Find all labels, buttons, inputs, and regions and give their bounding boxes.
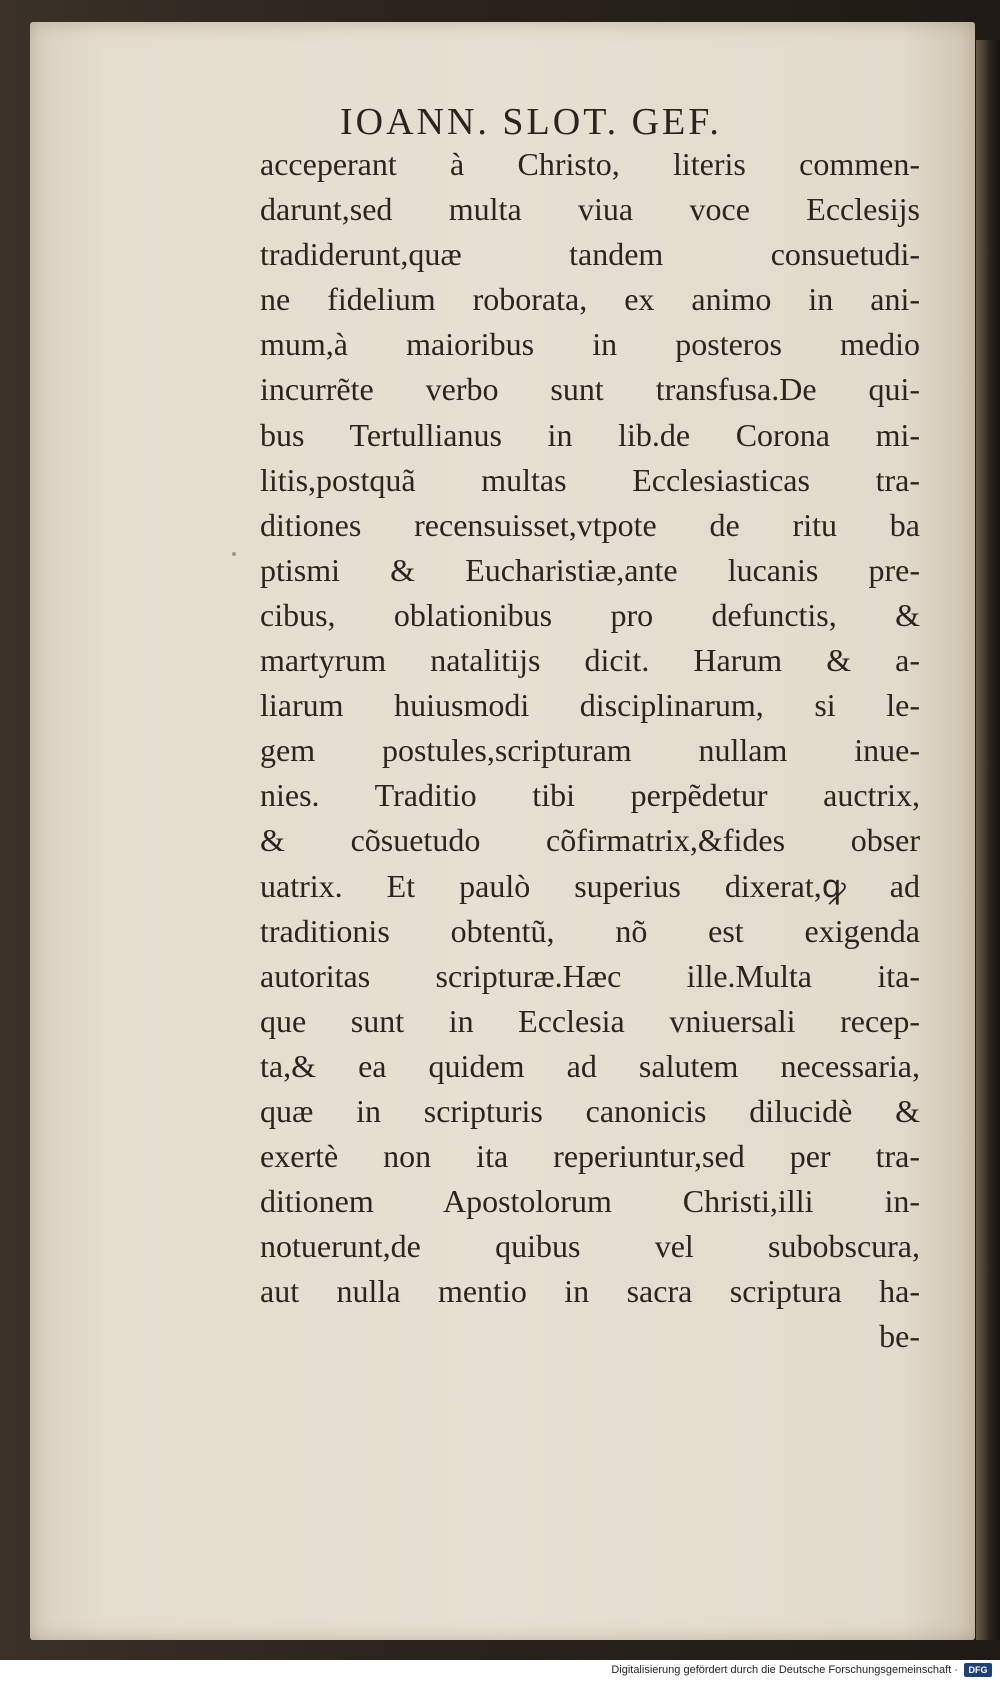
text-line: bus Tertullianus in lib.de Corona mi- (260, 416, 920, 453)
body-text (260, 142, 920, 1360)
text-line: liarum huiusmodi disciplinarum, si le- (260, 687, 920, 724)
text-line: ne fidelium roborata, ex animo in ani- (260, 281, 920, 318)
text-line: ta,& ea quidem ad salutem necessaria, (260, 1047, 920, 1084)
text-line: aut nulla mentio in sacra scriptura ha- (260, 1273, 920, 1310)
text-line: litis,postquã multas Ecclesiasticas tra- (260, 461, 920, 498)
page-speck (232, 552, 236, 556)
text-line: uatrix. Et paulò superius dixerat,ꝙ ad (260, 867, 920, 904)
text-line: ptismi & Eucharistiæ,ante lucanis pre- (260, 551, 920, 588)
running-head: IOANN. SLOT. GEF. (340, 101, 722, 143)
footer-credit: Digitalisierung gefördert durch die Deutsche Forschungsgemeinschaft · (611, 1664, 958, 1676)
text-line: traditionis obtentũ, nõ est exigenda (260, 912, 920, 949)
dfg-logo: DFG (964, 1663, 992, 1677)
text-line: mum,à maioribus in posteros medio (260, 326, 920, 363)
book-edge (976, 40, 1000, 1640)
text-line: notuerunt,de quibus vel subobscura, (260, 1228, 920, 1265)
text-line: darunt,sed multa viua voce Ecclesijs (260, 191, 920, 228)
text-line: autoritas scripturæ.Hæc ille.Multa ita- (260, 957, 920, 994)
text-line: be- (879, 1318, 920, 1355)
text-line: quæ in scripturis canonicis dilucidè & (260, 1092, 920, 1129)
text-line: ditiones recensuisset,vtpote de ritu ba (260, 506, 920, 543)
text-line: ditionem Apostolorum Christi,illi in- (260, 1183, 920, 1220)
text-line: tradiderunt,quæ tandem consuetudi- (260, 236, 920, 273)
text-line: exertè non ita reperiuntur,sed per tra- (260, 1138, 920, 1175)
text-line: acceperant à Christo, literis commen- (260, 146, 920, 182)
text-line: martyrum natalitijs dicit. Harum & a- (260, 642, 920, 679)
text-line: incurrẽte verbo sunt transfusa.De qui- (260, 371, 920, 408)
text-line: que sunt in Ecclesia vniuersali recep- (260, 1002, 920, 1039)
text-line: nies. Traditio tibi perpẽdetur auctrix, (260, 777, 920, 814)
text-line: & cõsuetudo cõfirmatrix,&fides obser (260, 822, 920, 859)
text-line: cibus, oblationibus pro defunctis, & (260, 596, 920, 633)
text-line: gem postules,scripturam nullam inue- (260, 732, 920, 769)
